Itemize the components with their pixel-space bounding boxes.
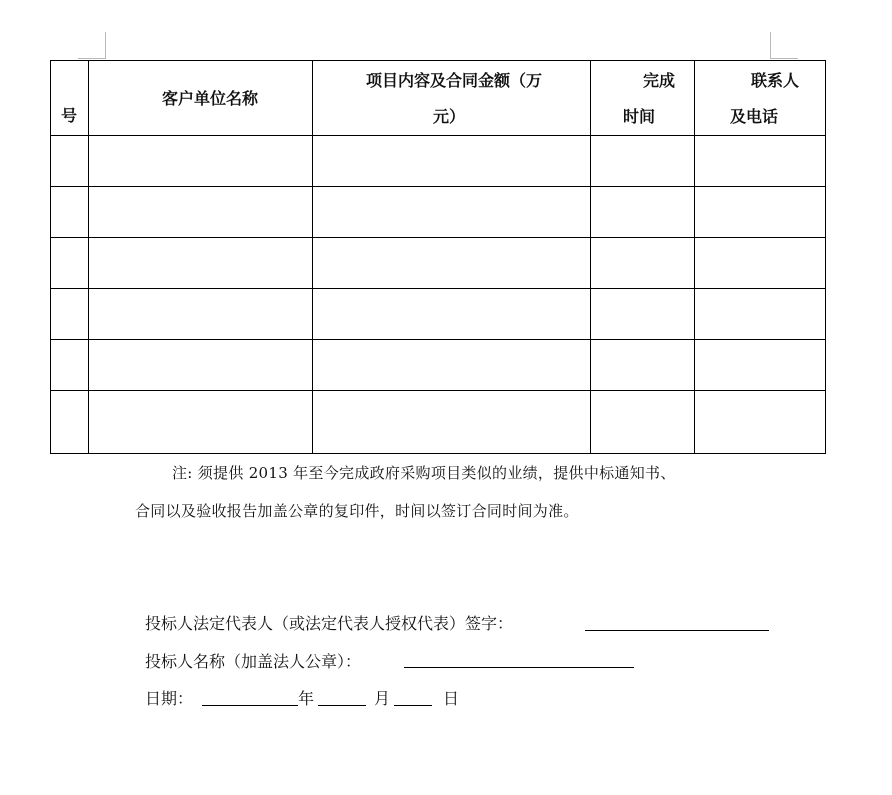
bidder-name-label: 投标人名称（加盖法人公章）： — [145, 652, 362, 671]
header-contact-line2: 及电话 — [730, 107, 779, 126]
header-contact — [695, 61, 826, 136]
table-cell — [51, 238, 89, 289]
table-cell — [89, 289, 313, 340]
table-cell — [591, 136, 695, 187]
table-cell — [695, 391, 826, 454]
date-year-line[interactable] — [202, 705, 298, 706]
table-cell — [89, 238, 313, 289]
header-project-content-line1: 项目内容及合同金额（万 — [366, 71, 543, 90]
note-line-2: 合同以及验收报告加盖公章的复印件，时间以签订合同时间为准。 — [135, 502, 579, 520]
corner-mark-left-vertical — [105, 32, 106, 59]
table-cell — [51, 136, 89, 187]
header-completion-time-line1: 完成 — [643, 71, 676, 90]
header-contact-line1: 联系人 — [751, 71, 800, 90]
table-cell — [313, 391, 591, 454]
table-cell — [695, 238, 826, 289]
header-completion-time — [591, 61, 695, 136]
header-client-name — [89, 61, 313, 136]
table-cell — [51, 391, 89, 454]
table-cell — [591, 238, 695, 289]
table-cell — [89, 136, 313, 187]
table-cell — [591, 289, 695, 340]
table-row — [51, 136, 826, 187]
date-year-label: 年 — [298, 689, 315, 708]
table-cell — [313, 340, 591, 391]
table-row — [51, 340, 826, 391]
header-project-content-line2: 元） — [433, 107, 466, 126]
header-index-label: 号 — [61, 106, 78, 125]
table-cell — [313, 289, 591, 340]
table-cell — [51, 289, 89, 340]
corner-mark-right-vertical — [770, 32, 771, 59]
representative-signature-label: 投标人法定代表人（或法定代表人授权代表）签字： — [145, 614, 514, 633]
table-cell — [313, 136, 591, 187]
representative-signature-line[interactable] — [585, 630, 769, 631]
date-month-line[interactable] — [318, 705, 366, 706]
date-label: 日期： — [145, 689, 194, 708]
table-row — [51, 187, 826, 238]
header-index — [51, 61, 89, 136]
table-cell — [695, 187, 826, 238]
table-row — [51, 238, 826, 289]
table-row — [51, 289, 826, 340]
table-cell — [51, 187, 89, 238]
table-cell — [591, 340, 695, 391]
table-cell — [313, 238, 591, 289]
table-header-row — [51, 61, 826, 136]
performance-table-container — [50, 60, 825, 452]
table-cell — [313, 187, 591, 238]
table-cell — [695, 136, 826, 187]
date-month-label: 月 — [374, 689, 391, 708]
table-cell — [591, 187, 695, 238]
note-line-1: 注: 须提供 2013 年至今完成政府采购项目类似的业绩，提供中标通知书、 — [172, 464, 676, 482]
header-client-name-label: 客户单位名称 — [162, 89, 259, 108]
performance-table — [50, 60, 826, 454]
table-row — [51, 391, 826, 454]
bidder-name-line[interactable] — [404, 667, 634, 668]
table-cell — [695, 340, 826, 391]
table-cell — [89, 187, 313, 238]
header-project-content — [313, 61, 591, 136]
table-cell — [591, 391, 695, 454]
date-day-label: 日 — [443, 689, 460, 708]
corner-mark-right-horizontal — [771, 58, 798, 59]
table-cell — [695, 289, 826, 340]
corner-mark-left-horizontal — [78, 58, 105, 59]
table-cell — [89, 340, 313, 391]
table-cell — [89, 391, 313, 454]
date-day-line[interactable] — [394, 705, 432, 706]
table-cell — [51, 340, 89, 391]
header-completion-time-line2: 时间 — [623, 107, 656, 126]
